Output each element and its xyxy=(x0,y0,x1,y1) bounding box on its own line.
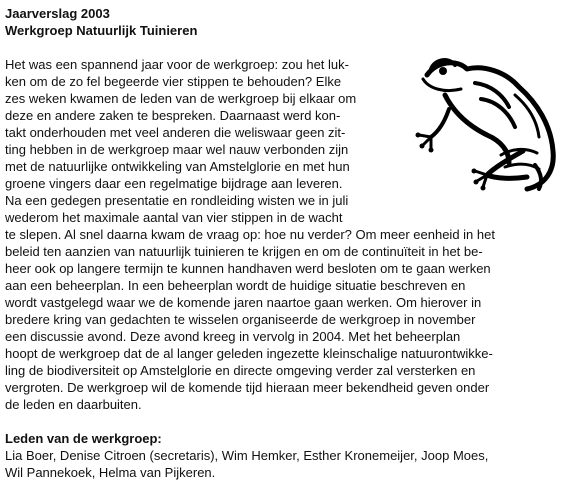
body-line: beleid ten aanzien van natuurlijk tuinieren te krijgen en om de continuïteit in het be- xyxy=(5,244,483,259)
document-subtitle: Werkgroep Natuurlijk Tuinieren xyxy=(5,23,198,38)
body-line: groene vingers daar een regelmatige bijdrage aan leveren. xyxy=(5,176,343,191)
body-line: wederom het maximale aantal van vier stippen in de wacht xyxy=(5,210,343,225)
body-line: bredere kring van gedachten te wisselen organiseerde de werkgroep in november xyxy=(5,312,476,327)
body-line: met de natuurlijke ontwikkeling van Amstelglorie en met hun xyxy=(5,159,350,174)
body-line: aan een beheerplan. In een beheerplan wordt de huidige situatie beschreven en xyxy=(5,278,466,293)
body-line: Het was een spannend jaar voor de werkgroep: zou het luk- xyxy=(5,57,349,72)
body-line: ling de biodiversiteit op Amstelglorie en directe omgeving verder zal versterken en xyxy=(5,363,476,378)
body-line: ting hebben in de werkgroep maar wel nauw verbonden zijn xyxy=(5,142,349,157)
members-line: Wil Pannekoek, Helma van Pijkeren. xyxy=(5,465,216,480)
body-line: ken om de zo fel begeerde vier stippen te behouden? Elke xyxy=(5,74,342,89)
body-line: de leden en daarbuiten. xyxy=(5,397,142,412)
document-title: Jaarverslag 2003 xyxy=(5,6,110,21)
body-line: een discussie avond. Deze avond kreeg in vervolg in 2004. Met het beheerplan xyxy=(5,329,461,344)
body-line: zes weken kwamen de leden van de werkgroep bij elkaar om xyxy=(5,91,357,106)
body-line: hoopt de werkgroep dat de al langer geleden ingezette kleinschalige natuurontwikke- xyxy=(5,346,493,361)
body-line: te slepen. Al snel daarna kwam de vraag op: hoe nu verder? Om meer eenheid in het xyxy=(5,227,495,242)
frog-icon xyxy=(405,55,560,195)
body-line: Na een gedegen presentatie en rondleiding wisten we in juli xyxy=(5,193,349,208)
members-line: Lia Boer, Denise Citroen (secretaris), Wim Hemker, Esther Kronemeijer, Joop Moes, xyxy=(5,448,489,463)
body-line: wordt vastgelegd waar we de komende jaren naartoe gaan werken. Om hierover in xyxy=(5,295,482,310)
body-line: heer ook op langere termijn te kunnen handhaven werd besloten om te gaan werken xyxy=(5,261,491,276)
members-heading: Leden van de werkgroep: xyxy=(5,431,162,446)
body-line: vergroten. De werkgroep wil de komende tijd hieraan meer bekendheid geven onder xyxy=(5,380,490,395)
body-line: deze en andere zaken te bespreken. Daarnaast werd kon- xyxy=(5,108,341,123)
body-line: takt onderhouden met veel anderen die weliswaar geen zit- xyxy=(5,125,346,140)
